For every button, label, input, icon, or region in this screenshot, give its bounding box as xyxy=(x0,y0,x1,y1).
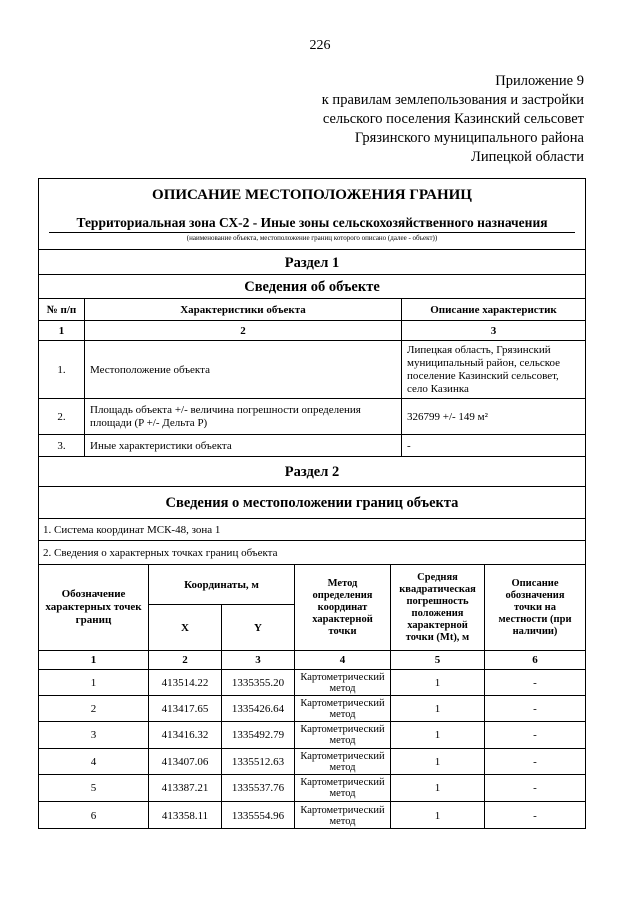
table-row xyxy=(39,749,585,775)
appendix-line: Приложение 9 xyxy=(495,73,584,89)
point-description: - xyxy=(533,809,537,822)
appendix-header xyxy=(322,72,584,167)
point-error: 1 xyxy=(391,670,485,695)
point-number: 6 xyxy=(39,802,149,829)
row-value: - xyxy=(407,439,411,452)
points-label: 2. Сведения о характерных точках границ объекта xyxy=(39,541,585,565)
point-y: 1335355.20 xyxy=(222,670,295,695)
table-row xyxy=(39,722,585,749)
section1-subtitle: Сведения об объекте xyxy=(39,275,585,299)
point-error: 1 xyxy=(391,802,485,829)
points-header xyxy=(39,565,585,651)
row-number: 1. xyxy=(39,341,85,398)
point-error: 1 xyxy=(391,775,485,801)
col-number: 3 xyxy=(490,324,497,337)
point-error: 1 xyxy=(391,749,485,774)
point-x: 413387.21 xyxy=(149,775,222,801)
point-x: 413358.11 xyxy=(149,802,222,829)
point-number: 4 xyxy=(39,749,149,774)
col-number: 2 xyxy=(85,321,402,340)
point-x: 413407.06 xyxy=(149,749,222,774)
header-coords-group xyxy=(149,565,295,650)
point-method: Картометрический метод xyxy=(295,775,391,801)
header-x: X xyxy=(149,605,222,650)
point-method: Картометрический метод xyxy=(295,802,391,829)
section2-title: Раздел 2 xyxy=(39,457,585,487)
boundary-description-form xyxy=(38,178,586,829)
col-number: 2 xyxy=(149,651,222,669)
row-characteristic: Иные характеристики объекта xyxy=(85,435,402,456)
section2-subtitle: Сведения о местоположении границ объекта xyxy=(39,487,585,519)
point-number: 2 xyxy=(39,696,149,721)
coordinate-system: 1. Система координат МСК-48, зона 1 xyxy=(39,519,585,541)
point-method: Картометрический метод xyxy=(295,670,391,695)
header-characteristics: Характеристики объекта xyxy=(85,299,402,320)
col-number: 6 xyxy=(532,654,538,666)
appendix-line: Грязинского муниципального района xyxy=(354,130,584,146)
form-title: ОПИСАНИЕ МЕСТОПОЛОЖЕНИЯ ГРАНИЦ xyxy=(152,187,472,203)
table-row xyxy=(39,435,585,457)
header-description: Описание характеристик xyxy=(430,303,557,316)
zone-underline xyxy=(49,232,575,233)
table-row xyxy=(39,341,585,399)
point-description: - xyxy=(533,676,537,689)
points-numbering-row xyxy=(39,651,585,670)
header-designation: Обозначение характерных точек границ xyxy=(39,565,149,650)
zone-title: Территориальная зона СХ-2 - Иные зоны сельскохозяйственного назначения xyxy=(76,215,548,230)
col-number: 5 xyxy=(391,651,485,669)
appendix-line: Липецкой области xyxy=(471,149,584,165)
table-row xyxy=(39,399,585,435)
header-num: № п/п xyxy=(39,299,85,320)
col-number: 4 xyxy=(295,651,391,669)
header-method: Метод определения координат характерной точки xyxy=(295,565,391,650)
section1-title: Раздел 1 xyxy=(39,249,585,275)
table-row xyxy=(39,802,585,829)
point-error: 1 xyxy=(391,696,485,721)
page-number: 226 xyxy=(309,38,331,53)
row-characteristic: Местоположение объекта xyxy=(85,341,402,398)
point-number: 3 xyxy=(39,722,149,748)
section1-header-row xyxy=(39,299,585,321)
col-number: 3 xyxy=(222,651,295,669)
section1-numbering-row xyxy=(39,321,585,341)
point-description: - xyxy=(533,702,537,715)
point-number: 5 xyxy=(39,775,149,801)
point-y: 1335537.76 xyxy=(222,775,295,801)
table-row xyxy=(39,670,585,696)
header-coords: Координаты, м xyxy=(149,565,294,605)
header-error: Средняя квадратическая погрешность положения характерной точки (Mt), м xyxy=(391,565,485,650)
point-y: 1335554.96 xyxy=(222,802,295,829)
point-y: 1335492.79 xyxy=(222,722,295,748)
form-title-row xyxy=(39,179,585,215)
table-row xyxy=(39,775,585,802)
point-number: 1 xyxy=(39,670,149,695)
point-method: Картометрический метод xyxy=(295,696,391,721)
row-number: 2. xyxy=(39,399,85,434)
point-error: 1 xyxy=(391,722,485,748)
point-y: 1335512.63 xyxy=(222,749,295,774)
row-value: 326799 +/- 149 м² xyxy=(407,410,488,423)
header-y: Y xyxy=(254,621,262,634)
row-characteristic: Площадь объекта +/- величина погрешности определения площади (P +/- Дельта P) xyxy=(85,399,402,434)
col-number: 1 xyxy=(39,321,85,340)
point-description: - xyxy=(533,782,537,794)
point-description: - xyxy=(533,729,537,741)
header-point-description: Описание обозначения точки на местности (при наличии) xyxy=(498,577,572,637)
point-description: - xyxy=(533,755,537,768)
point-x: 413514.22 xyxy=(149,670,222,695)
appendix-line: сельского поселения Казинский сельсовет xyxy=(322,111,584,127)
point-x: 413416.32 xyxy=(149,722,222,748)
col-number: 1 xyxy=(39,651,149,669)
appendix-line: к правилам землепользования и застройки xyxy=(321,92,584,108)
row-number: 3. xyxy=(39,435,85,456)
zone-row xyxy=(39,215,585,249)
zone-note: (наименование объекта, местоположение границ которого описано (далее - объект)) xyxy=(186,234,438,242)
point-y: 1335426.64 xyxy=(222,696,295,721)
point-x: 413417.65 xyxy=(149,696,222,721)
row-value: Липецкая область, Грязинский муниципальный район, сельское поселение Казинский сельсовет, село Казинка xyxy=(407,343,561,395)
table-row xyxy=(39,696,585,722)
point-method: Картометрический метод xyxy=(295,722,391,748)
point-method: Картометрический метод xyxy=(295,749,391,774)
